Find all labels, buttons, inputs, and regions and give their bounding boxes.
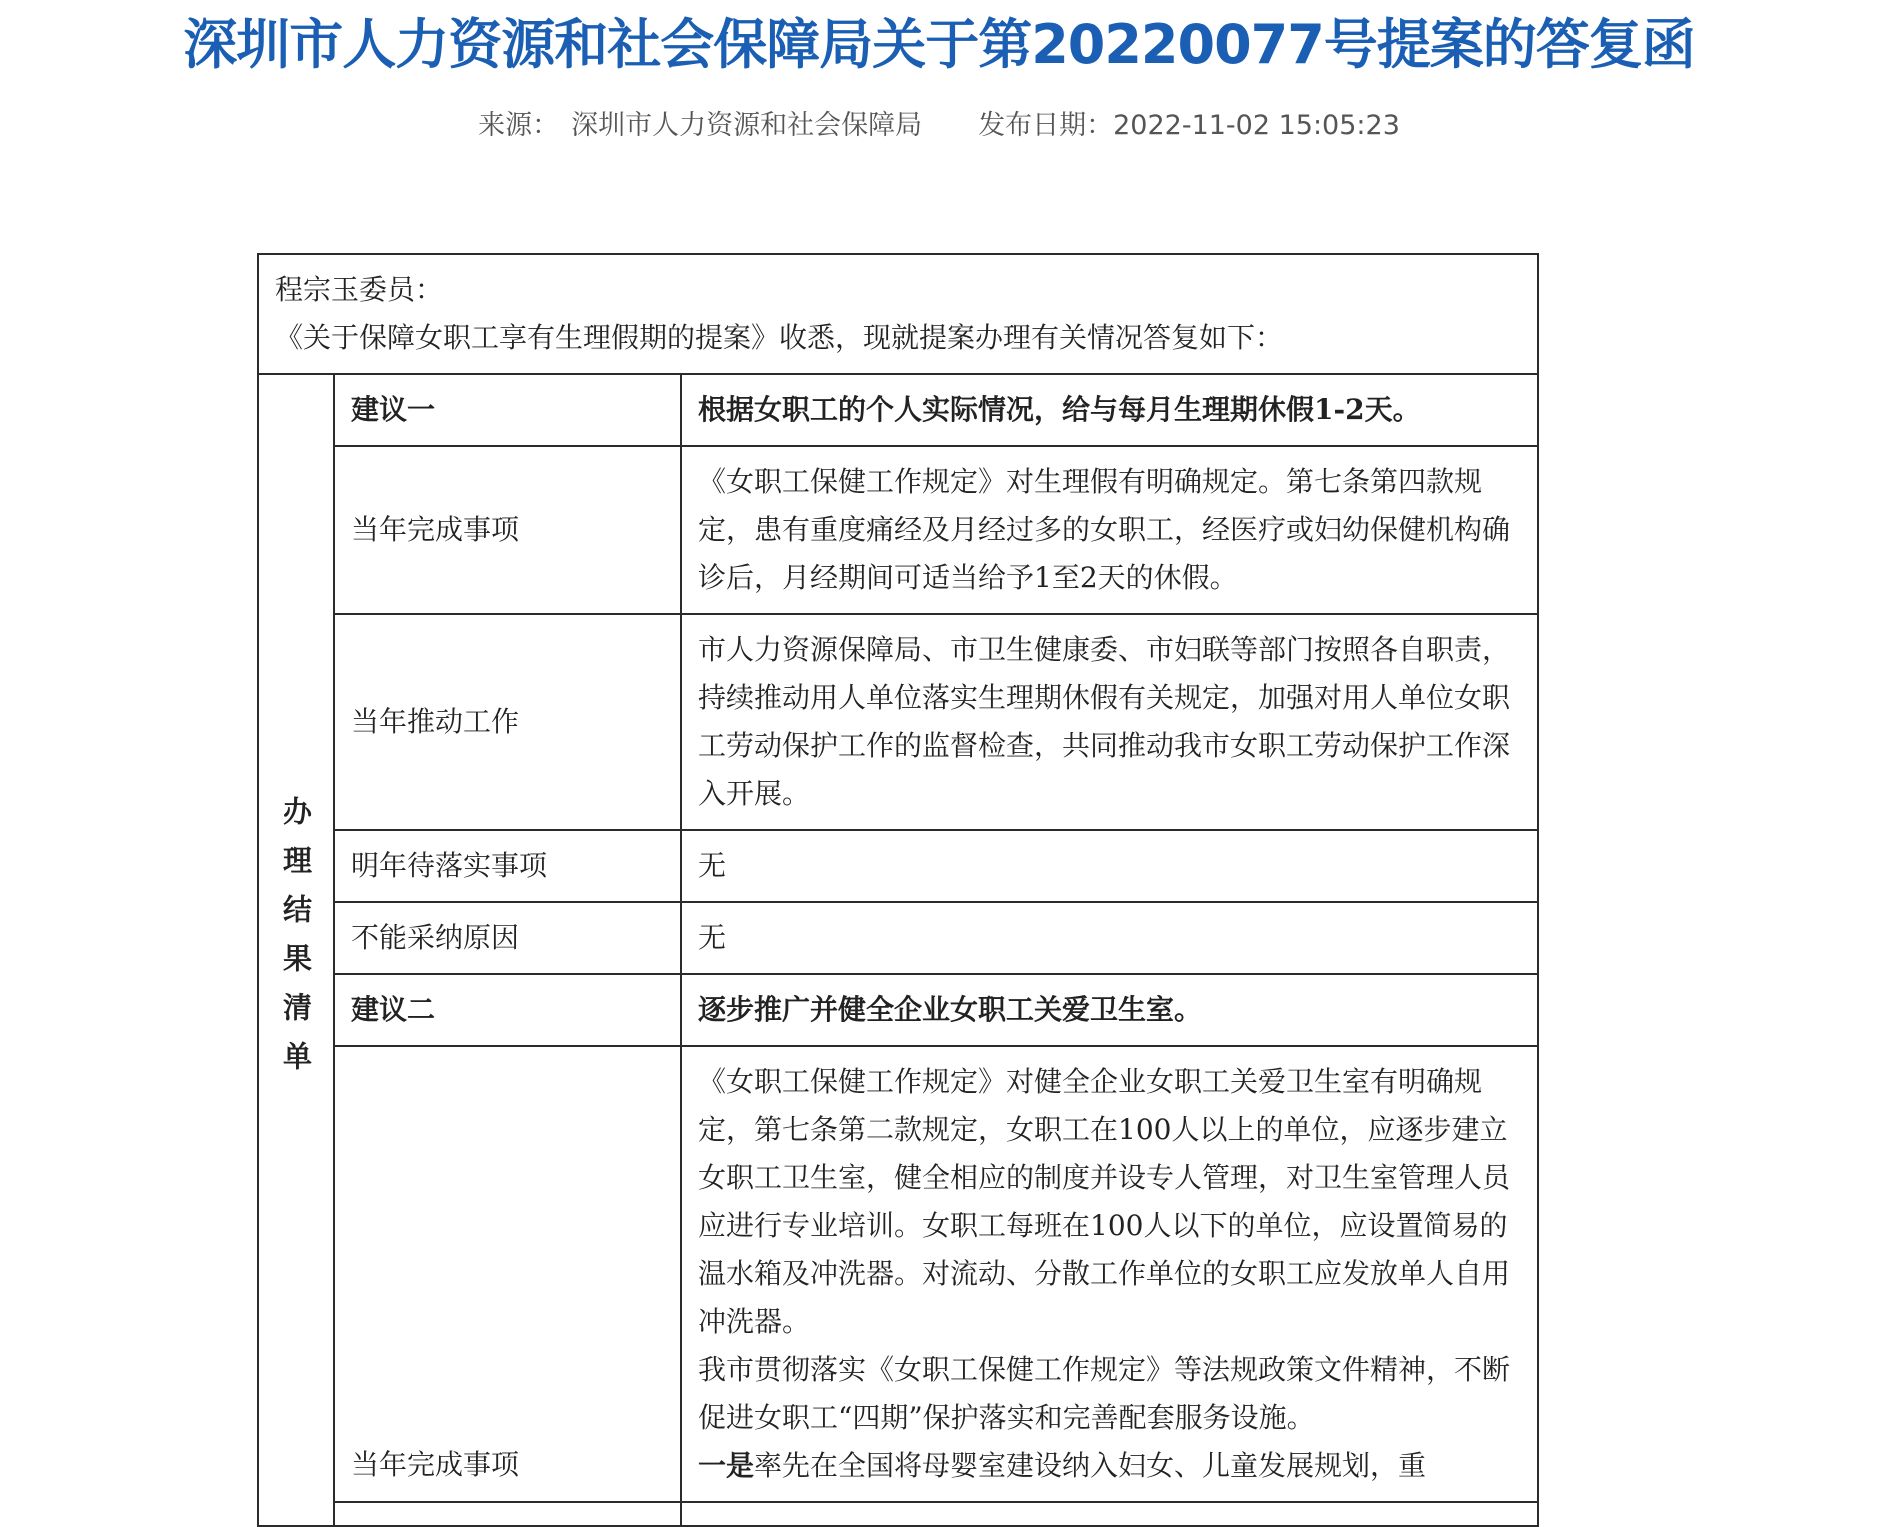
side-label-cell (258, 374, 334, 1526)
suggestion-text: 根据女职工的个人实际情况，给与每月生理期休假1-2天。 (681, 374, 1538, 446)
paragraph-text: 率先在全国将母婴室建设纳入妇女、儿童发展规划，重 (754, 1449, 1427, 1482)
salutation: 程宗玉委员： (275, 273, 444, 306)
row-content: 无 (681, 830, 1538, 902)
bold-lead: 一是 (698, 1449, 755, 1482)
source-label: 来源： (478, 110, 560, 141)
reply-table (257, 253, 1539, 1527)
row-content (681, 1046, 1538, 1502)
paragraph (698, 1442, 1521, 1490)
row-label: 当年完成事项 (334, 446, 681, 614)
publish-date-value: 2022-11-02 15:05:23 (1113, 110, 1400, 141)
paragraph: 《女职工保健工作规定》对健全企业女职工关爱卫生室有明确规定，第七条第二款规定，女职工在100人以上的单位，应逐步建立女职工卫生室，健全相应的制度并设专人管理，对卫生室管理人员应进行专业培训。女职工每班在100人以下的单位，应设置简易的温水箱及冲洗器。对流动、分散工作单位的女职工应发放单人自用冲洗器。 (698, 1065, 1511, 1338)
table-row (258, 1502, 1538, 1526)
greeting-cell (258, 254, 1538, 374)
row-label (334, 1502, 681, 1526)
row-content: 无 (681, 902, 1538, 974)
table-row (258, 830, 1538, 902)
table-row (258, 1046, 1538, 1502)
row-content (681, 1502, 1538, 1526)
suggestion-title-row (258, 974, 1538, 1046)
row-label: 当年推动工作 (334, 614, 681, 830)
intro-text: 《关于保障女职工享有生理假期的提案》收悉，现就提案办理有关情况答复如下： (275, 321, 1284, 354)
row-content: 市人力资源保障局、市卫生健康委、市妇联等部门按照各自职责，持续推动用人单位落实生理期休假有关规定，加强对用人单位女职工劳动保护工作的监督检查，共同推动我市女职工劳动保护工作深入开展。 (681, 614, 1538, 830)
article-meta (0, 104, 1878, 148)
page-title: 深圳市人力资源和社会保障局关于第20220077号提案的答复函 (183, 13, 1695, 76)
table-row (258, 614, 1538, 830)
row-label: 当年完成事项 (334, 1046, 681, 1502)
suggestion-text: 逐步推广并健全企业女职工关爱卫生室。 (681, 974, 1538, 1046)
side-label: 办理结果清单 (279, 796, 313, 1090)
paragraph: 我市贯彻落实《女职工保健工作规定》等法规政策文件精神，不断促进女职工“四期”保护落实和完善配套服务设施。 (698, 1353, 1511, 1434)
table-row (258, 446, 1538, 614)
row-label: 不能采纳原因 (334, 902, 681, 974)
suggestion-label: 建议一 (334, 374, 681, 446)
publish-date-label: 发布日期： (978, 110, 1114, 141)
table-row (258, 902, 1538, 974)
row-label: 明年待落实事项 (334, 830, 681, 902)
source-value: 深圳市人力资源和社会保障局 (571, 110, 923, 141)
row-content: 《女职工保健工作规定》对生理假有明确规定。第七条第四款规定，患有重度痛经及月经过多的女职工，经医疗或妇幼保健机构确诊后，月经期间可适当给予1至2天的休假。 (681, 446, 1538, 614)
suggestion-title-row (258, 374, 1538, 446)
suggestion-label: 建议二 (334, 974, 681, 1046)
greeting-row (258, 254, 1538, 374)
